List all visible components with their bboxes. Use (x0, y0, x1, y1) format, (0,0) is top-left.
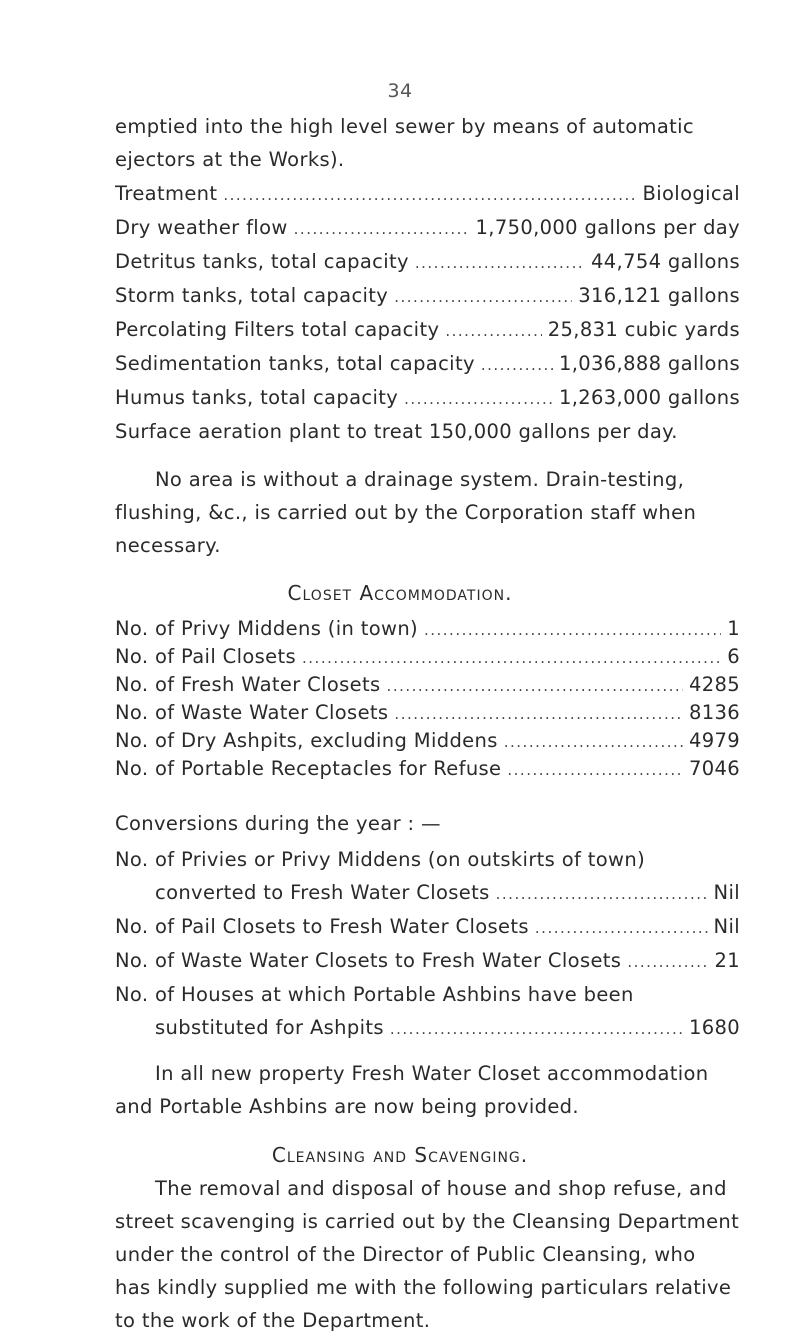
works-row (115, 182, 740, 205)
dot-leader (504, 733, 683, 751)
conversion-label: No. of Waste Water Closets to Fresh Water Closets (115, 949, 622, 972)
works-row (115, 318, 740, 341)
works-value: 1,263,000 gallons (558, 386, 740, 409)
cleansing-line: street scavenging is carried out by the Cleansing Department (115, 1210, 740, 1233)
closet-label: No. of Pail Closets (115, 645, 297, 668)
new-property-line: and Portable Ashbins are now being provided. (115, 1095, 579, 1118)
works-value: 25,831 cubic yards (547, 318, 740, 341)
works-label: Dry weather flow (115, 216, 288, 239)
closet-row (115, 701, 740, 724)
works-label: Treatment (115, 182, 218, 205)
conversion-value: Nil (713, 881, 740, 904)
conversions-heading: Conversions during the year : — (115, 812, 441, 835)
dot-leader (387, 677, 683, 695)
dot-leader (404, 390, 553, 408)
dot-leader (394, 288, 572, 306)
closet-value: 4979 (688, 729, 740, 752)
dot-leader (481, 356, 553, 374)
works-label: Storm tanks, total capacity (115, 284, 389, 307)
works-row (115, 216, 740, 239)
dot-leader (627, 953, 708, 971)
closet-value: 6 (727, 645, 740, 668)
works-value: Biological (642, 182, 740, 205)
dot-leader (302, 649, 721, 667)
closet-value: 1 (727, 617, 740, 640)
conversion-value: 21 (714, 949, 740, 972)
conversion-row (115, 915, 740, 938)
conversion-value: Nil (713, 915, 740, 938)
intro-line: emptied into the high level sewer by means of automatic (115, 115, 694, 138)
closet-value: 4285 (688, 673, 740, 696)
works-row (115, 352, 740, 375)
conversion-line: No. of Privies or Privy Middens (on outskirts of town) (115, 848, 646, 871)
cleansing-line: under the control of the Director of Public Cleansing, who (115, 1243, 696, 1266)
closet-label: No. of Privy Middens (in town) (115, 617, 418, 640)
surface-aeration-line: Surface aeration plant to treat 150,000 gallons per day. (115, 420, 678, 443)
conversion-row (155, 1016, 740, 1039)
closet-row (115, 729, 740, 752)
works-row (115, 386, 740, 409)
cleansing-heading: Cleansing and Scavenging. (271, 1143, 529, 1167)
closet-row (115, 617, 740, 640)
dot-leader (294, 220, 470, 238)
works-value: 316,121 gallons (578, 284, 740, 307)
dot-leader (223, 186, 636, 204)
works-value: 44,754 gallons (591, 250, 740, 273)
works-row (115, 284, 740, 307)
works-label: Sedimentation tanks, total capacity (115, 352, 475, 375)
dot-leader (424, 621, 721, 639)
dot-leader (445, 322, 541, 340)
dot-leader (496, 885, 708, 903)
closet-label: No. of Fresh Water Closets (115, 673, 381, 696)
conversion-row (155, 881, 740, 904)
drainage-line: flushing, &c., is carried out by the Corporation staff when (115, 501, 697, 524)
cleansing-line: has kindly supplied me with the following particulars relative (115, 1276, 732, 1299)
closet-label: No. of Portable Receptacles for Refuse (115, 757, 502, 780)
cleansing-line: to the work of the Department. (115, 1309, 431, 1332)
closet-value: 8136 (688, 701, 740, 724)
dot-leader (415, 254, 585, 272)
closet-heading: Closet Accommodation. (287, 581, 513, 605)
dot-leader (394, 705, 683, 723)
dot-leader (390, 1020, 683, 1038)
cleansing-line: The removal and disposal of house and shop refuse, and (155, 1177, 727, 1200)
drainage-line: necessary. (115, 534, 221, 557)
closet-row (115, 673, 740, 696)
conversion-label: substituted for Ashpits (155, 1016, 384, 1039)
closet-label: No. of Waste Water Closets (115, 701, 389, 724)
closet-label: No. of Dry Ashpits, excluding Middens (115, 729, 498, 752)
closet-row (115, 757, 740, 780)
dot-leader (535, 919, 708, 937)
page-number: 34 (387, 80, 413, 102)
conversion-value: 1680 (688, 1016, 740, 1039)
works-value: 1,750,000 gallons per day (475, 216, 740, 239)
conversion-row (115, 949, 740, 972)
works-label: Detritus tanks, total capacity (115, 250, 409, 273)
closet-value: 7046 (688, 757, 740, 780)
new-property-line: In all new property Fresh Water Closet accommodation (155, 1062, 709, 1085)
dot-leader (507, 761, 683, 779)
works-row (115, 250, 740, 273)
works-label: Humus tanks, total capacity (115, 386, 399, 409)
works-value: 1,036,888 gallons (558, 352, 740, 375)
intro-line: ejectors at the Works). (115, 148, 345, 171)
conversion-line: No. of Houses at which Portable Ashbins have been (115, 983, 634, 1006)
conversion-label: converted to Fresh Water Closets (155, 881, 490, 904)
closet-row (115, 645, 740, 668)
drainage-line: No area is without a drainage system. Drain-testing, (155, 468, 685, 491)
works-label: Percolating Filters total capacity (115, 318, 440, 341)
conversion-label: No. of Pail Closets to Fresh Water Closets (115, 915, 529, 938)
